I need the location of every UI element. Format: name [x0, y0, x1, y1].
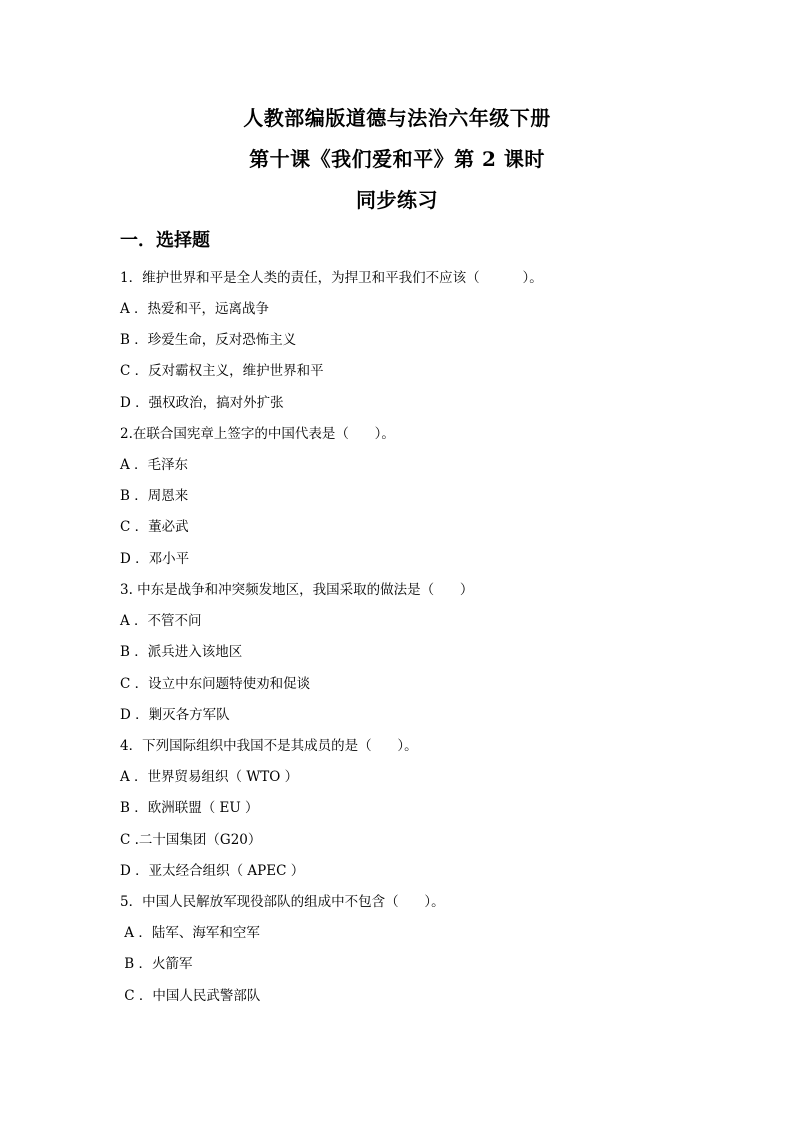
question-2-option-d: D ．邓小平 [120, 551, 190, 567]
question-5-option-c: C ．中国人民武警部队 [120, 988, 261, 1004]
question-2-option-c: C ．董必武 [120, 519, 189, 535]
question-3-option-c: C ．设立中东问题特使劝和促谈 [120, 676, 311, 692]
question-4-stem: 4．下列国际组织中我国不是其成员的是（ ）。 [120, 738, 418, 754]
question-2-option-a: A ．毛泽东 [120, 457, 189, 473]
question-1-option-a: A ．热爱和平，远离战争 [120, 301, 270, 317]
exercise-title: 同步练习 [356, 188, 438, 212]
question-1-option-b: B ．珍爱生命，反对恐怖主义 [120, 332, 297, 348]
question-3-option-b: B ．派兵进入该地区 [120, 644, 243, 660]
question-3-stem: 3. 中东是战争和冲突频发地区，我国采取的做法是（ ） [120, 582, 474, 598]
question-5-stem: 5．中国人民解放军现役部队的组成中不包含（ ）。 [120, 894, 445, 910]
question-4-option-b: B ．欧洲联盟（ EU ） [120, 800, 259, 816]
question-2-option-b: B ．周恩来 [120, 488, 189, 504]
question-4-option-d: D ．亚太经合组织（ APEC ） [120, 863, 305, 879]
question-1-stem: 1．维护世界和平是全人类的责任，为捍卫和平我们不应该（ ）。 [120, 270, 543, 286]
question-3-option-d: D ．剿灭各方军队 [120, 707, 230, 723]
question-5-option-b: B ．火箭军 [120, 956, 193, 972]
question-3-option-a: A ．不管不问 [120, 613, 202, 629]
lesson-title: 第十课《我们爱和平》第 2 课时 [249, 147, 545, 171]
question-4-option-c: C .二十国集团（G20） [120, 832, 262, 848]
question-4-option-a: A ．世界贸易组织（ WTO ） [120, 769, 299, 785]
question-1-option-c: C ．反对霸权主义，维护世界和平 [120, 363, 324, 379]
document-title: 人教部编版道德与法治六年级下册 [243, 106, 551, 130]
question-2-stem: 2.在联合国宪章上签字的中国代表是（ ）。 [120, 426, 395, 442]
question-5-option-a: A ．陆军、海军和空军 [120, 925, 260, 941]
question-1-option-d: D ．强权政治，搞对外扩张 [120, 395, 284, 411]
section-heading: 一．选择题 [120, 230, 210, 251]
